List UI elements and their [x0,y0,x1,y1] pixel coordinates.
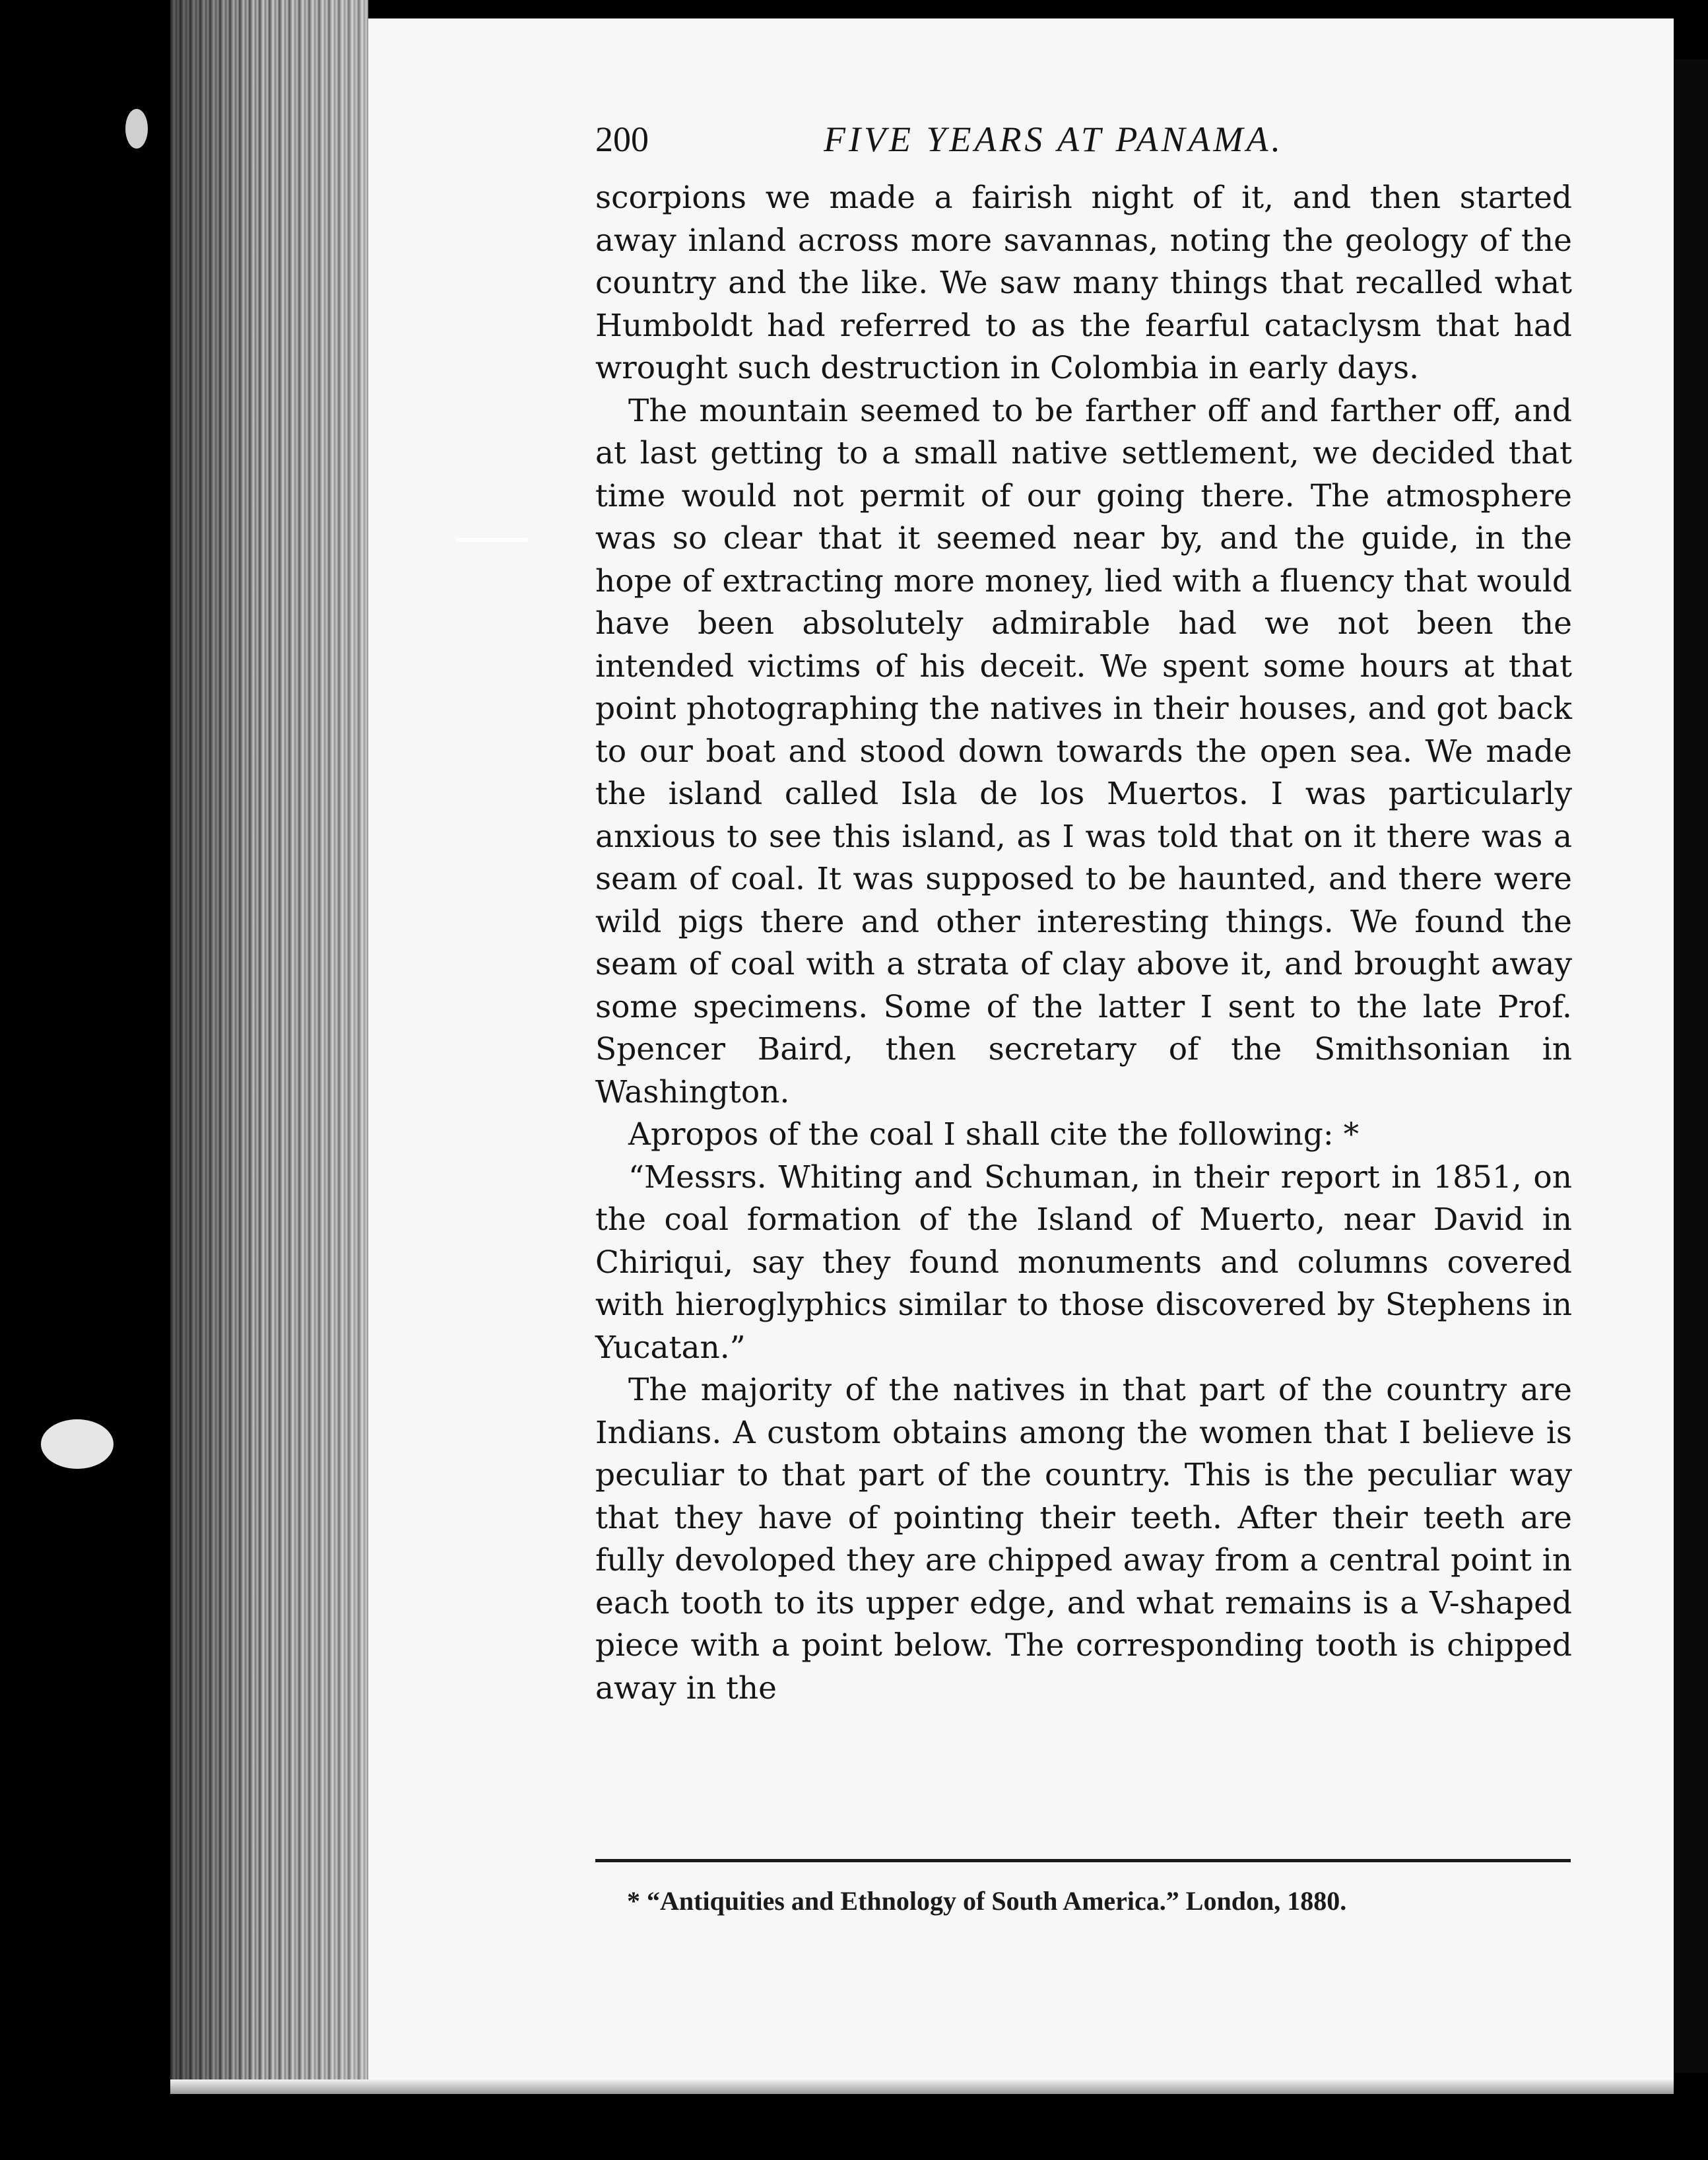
running-title: FIVE YEARS AT PANAMA. [824,119,1284,159]
footnote-rule [595,1859,1571,1862]
page-right-shadow [1674,59,1708,2073]
text-block [595,119,1572,1710]
scan-speck [455,538,528,542]
running-head [595,119,1572,165]
page-number: 200 [595,119,649,159]
body-text [595,177,1572,1710]
paragraph: Apropos of the coal I shall cite the following: * [628,1116,1360,1153]
quoted-paragraph: “Messrs. Whiting and Schuman, in their report in 1851, on the coal formation of the Island of Muerto, near David in Chiriqui, say they found monuments and columns covered with hieroglyphics similar to those discovered by Stephens in Yucatan.” [595,1159,1572,1366]
footnote: * “Antiquities and Ethnology of South America.” London, 1880. [627,1886,1347,1916]
page-bottom-edge [170,2079,1674,2094]
page-edges-shading [170,0,368,2093]
scan-speck [41,1419,114,1469]
scan-speck [125,109,148,149]
paragraph: The mountain seemed to be farther off and farther off, and at last getting to a small native settlement, we decided that time would not permit of our going there. The atmosphere was so clear that it seemed near by, and the guide, in the hope of extracting more money, lied with a fluency that would have been absolutely admirable had we not been the intended victims of his deceit. We spent some hours at that point photographing the natives in their houses, and got back to our boat and stood down towards the open sea. We made the island called Isla de los Muertos. I was particularly anxious to see this island, as I was told that on it there was a seam of coal. It was supposed to be haunted, and there were wild pigs there and other interesting things. We found the seam of coal with a strata of clay above it, and brought away some specimens. Some of the latter I sent to the late Prof. Spencer Baird, then secretary of the Smithsonian in Washington. [595,392,1572,1110]
paragraph: The majority of the natives in that part of the country are Indians. A custom obtains among the women that I believe is peculiar to that part of the country. This is the peculiar way that they have of pointing their teeth. After their teeth are fully devoloped they are chipped away from a central point in each tooth to its upper edge, and what remains is a V-shaped piece with a point below. The corresponding tooth is chipped away in the [595,1372,1572,1706]
paragraph: scorpions we made a fairish night of it, and then started away inland across more savannas, noting the geology of the country and the like. We saw many things that recalled what Humboldt had referred to as the fearful cataclysm that had wrought such destruction in Colombia in early days. [595,180,1572,386]
